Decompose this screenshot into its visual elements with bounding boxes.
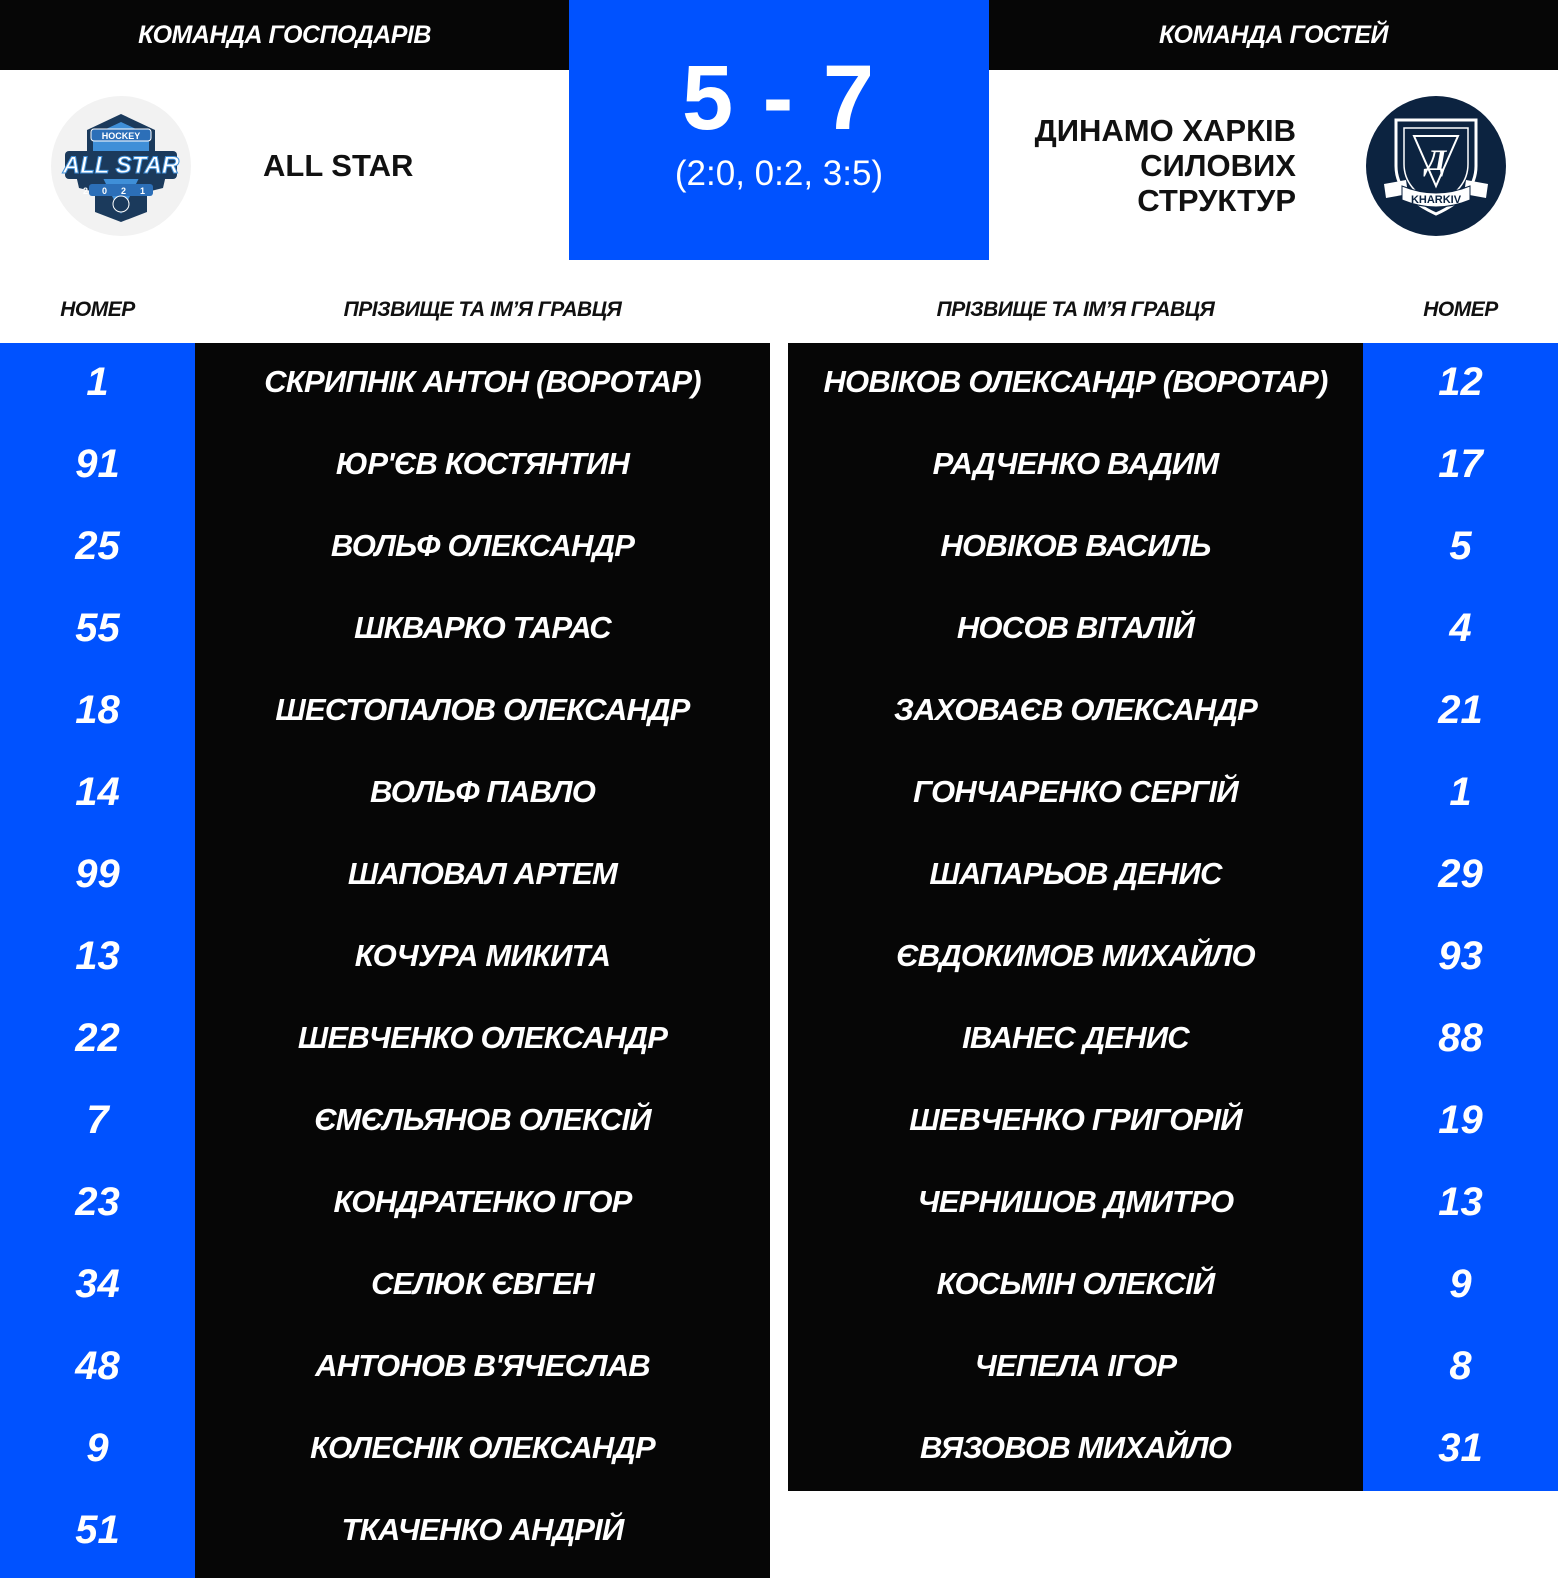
home-player-number: 23 xyxy=(75,1179,120,1224)
away-player-number: 21 xyxy=(1438,687,1483,732)
home-player-number: 14 xyxy=(75,769,120,814)
dynamo-kharkiv-shield-logo-icon xyxy=(1366,96,1506,236)
all-star-hockey-logo-icon xyxy=(51,96,191,236)
home-player-number: 7 xyxy=(86,1097,109,1142)
home-team-header: КОМАНДА ГОСПОДАРІВ xyxy=(0,0,569,70)
home-player-number: 1 xyxy=(86,359,109,404)
away-player-name: ВЯЗОВОВ МИХАЙЛО xyxy=(919,1430,1232,1465)
logo-banner-text: KHARKIV xyxy=(1410,194,1462,206)
away-player-number: 88 xyxy=(1438,1015,1483,1060)
logo-main-text: ALL STAR xyxy=(62,152,180,179)
home-player-name: ВОЛЬФ ОЛЕКСАНДР xyxy=(330,528,635,563)
away-player-number: 13 xyxy=(1438,1179,1483,1224)
away-player-number: 4 xyxy=(1449,605,1472,650)
home-player-name: КОНДРАТЕНКО ІГОР xyxy=(333,1184,632,1219)
score-box xyxy=(569,0,989,260)
away-player-name: НОСОВ ВІТАЛІЙ xyxy=(956,610,1195,645)
away-player-number: 5 xyxy=(1449,523,1472,568)
away-player-name: НОВІКОВ ВАСИЛЬ xyxy=(940,528,1211,563)
home-player-number: 48 xyxy=(75,1343,120,1388)
logo-year-text: 2021 xyxy=(82,186,160,196)
away-player-number: 9 xyxy=(1449,1261,1472,1306)
home-player-name: АНТОНОВ В'ЯЧЕСЛАВ xyxy=(315,1348,650,1383)
home-player-name: ШЕВЧЕНКО ОЛЕКСАНДР xyxy=(297,1020,668,1055)
away-name-column xyxy=(788,343,1363,1491)
away-player-number: 8 xyxy=(1449,1343,1472,1388)
home-team-name: ALL STAR xyxy=(263,148,414,183)
away-player-name: ЧЕРНИШОВ ДМИТРО xyxy=(917,1184,1234,1219)
away-team-name-line: ДИНАМО ХАРКІВ xyxy=(1034,113,1296,148)
away-player-name: КОСЬМІН ОЛЕКСІЙ xyxy=(936,1266,1215,1301)
home-player-number: 9 xyxy=(86,1425,109,1470)
home-player-name: СКРИПНІК АНТОН (ВОРОТАР) xyxy=(264,364,701,399)
away-player-name-header: ПРІЗВИЩЕ ТА ІМ’Я ГРАВЦЯ xyxy=(936,298,1215,321)
away-player-name: НОВІКОВ ОЛЕКСАНДР (ВОРОТАР) xyxy=(823,364,1328,399)
away-player-name: ЧЕПЕЛА ІГОР xyxy=(974,1348,1177,1383)
home-player-name: КОЛЕСНІК ОЛЕКСАНДР xyxy=(310,1430,655,1465)
away-player-name: РАДЧЕНКО ВАДИМ xyxy=(932,446,1219,481)
home-player-number: 99 xyxy=(75,851,120,896)
home-player-number: 51 xyxy=(75,1507,120,1552)
away-player-name: ЄВДОКИМОВ МИХАЙЛО xyxy=(896,938,1255,973)
home-player-name: ЮР'ЄВ КОСТЯНТИН xyxy=(335,446,630,481)
home-player-name: КОЧУРА МИКИТА xyxy=(354,938,611,973)
away-player-number: 31 xyxy=(1438,1425,1483,1470)
period-scores: (2:0, 0:2, 3:5) xyxy=(674,154,884,193)
home-player-name: ЄМЄЛЬЯНОВ ОЛЕКСІЙ xyxy=(314,1102,651,1137)
away-player-number: 93 xyxy=(1438,933,1483,978)
home-number-header: НОМЕР xyxy=(60,298,135,321)
home-player-name: ШЕСТОПАЛОВ ОЛЕКСАНДР xyxy=(275,692,690,727)
away-number-header: НОМЕР xyxy=(1423,298,1498,321)
away-player-name: ГОНЧАРЕНКО СЕРГІЙ xyxy=(913,774,1238,809)
home-player-name: ТКАЧЕНКО АНДРІЙ xyxy=(341,1512,624,1547)
away-team-name xyxy=(966,113,1296,218)
away-player-number: 19 xyxy=(1438,1097,1483,1142)
away-player-number: 29 xyxy=(1438,851,1483,896)
away-player-number: 12 xyxy=(1438,359,1483,404)
logo-letter-text: Д xyxy=(1425,144,1447,177)
home-player-number: 55 xyxy=(75,605,120,650)
home-player-number: 91 xyxy=(75,441,120,486)
away-player-name: ІВАНЕС ДЕНИС xyxy=(962,1020,1189,1055)
away-player-name: ШЕВЧЕНКО ГРИГОРІЙ xyxy=(909,1102,1242,1137)
home-player-name: ШАПОВАЛ АРТЕМ xyxy=(347,856,618,891)
home-player-name: ВОЛЬФ ПАВЛО xyxy=(369,774,596,809)
home-player-number: 18 xyxy=(75,687,120,732)
away-team-header: КОМАНДА ГОСТЕЙ xyxy=(989,0,1558,70)
away-number-column xyxy=(1363,343,1558,1491)
logo-hockey-text: HOCKEY xyxy=(101,131,141,141)
home-player-number: 22 xyxy=(75,1015,120,1060)
home-player-number: 34 xyxy=(75,1261,120,1306)
home-number-column xyxy=(0,343,195,1578)
home-player-number: 25 xyxy=(75,523,120,568)
away-player-name: ЗАХОВАЄВ ОЛЕКСАНДР xyxy=(894,692,1257,727)
away-team-name-line: СИЛОВИХ xyxy=(1140,148,1296,183)
away-team-name-line: СТРУКТУР xyxy=(1137,183,1296,218)
final-score: 5 - 7 xyxy=(681,47,877,149)
home-player-name-header: ПРІЗВИЩЕ ТА ІМ’Я ГРАВЦЯ xyxy=(343,298,622,321)
home-player-name: ШКВАРКО ТАРАС xyxy=(354,610,611,645)
away-player-name: ШАПАРЬОВ ДЕНИС xyxy=(929,856,1222,891)
home-player-name: СЕЛЮК ЄВГЕН xyxy=(371,1266,594,1301)
away-player-number: 1 xyxy=(1449,769,1472,814)
home-name-column xyxy=(195,343,770,1578)
home-player-number: 13 xyxy=(75,933,120,978)
away-player-number: 17 xyxy=(1438,441,1483,486)
